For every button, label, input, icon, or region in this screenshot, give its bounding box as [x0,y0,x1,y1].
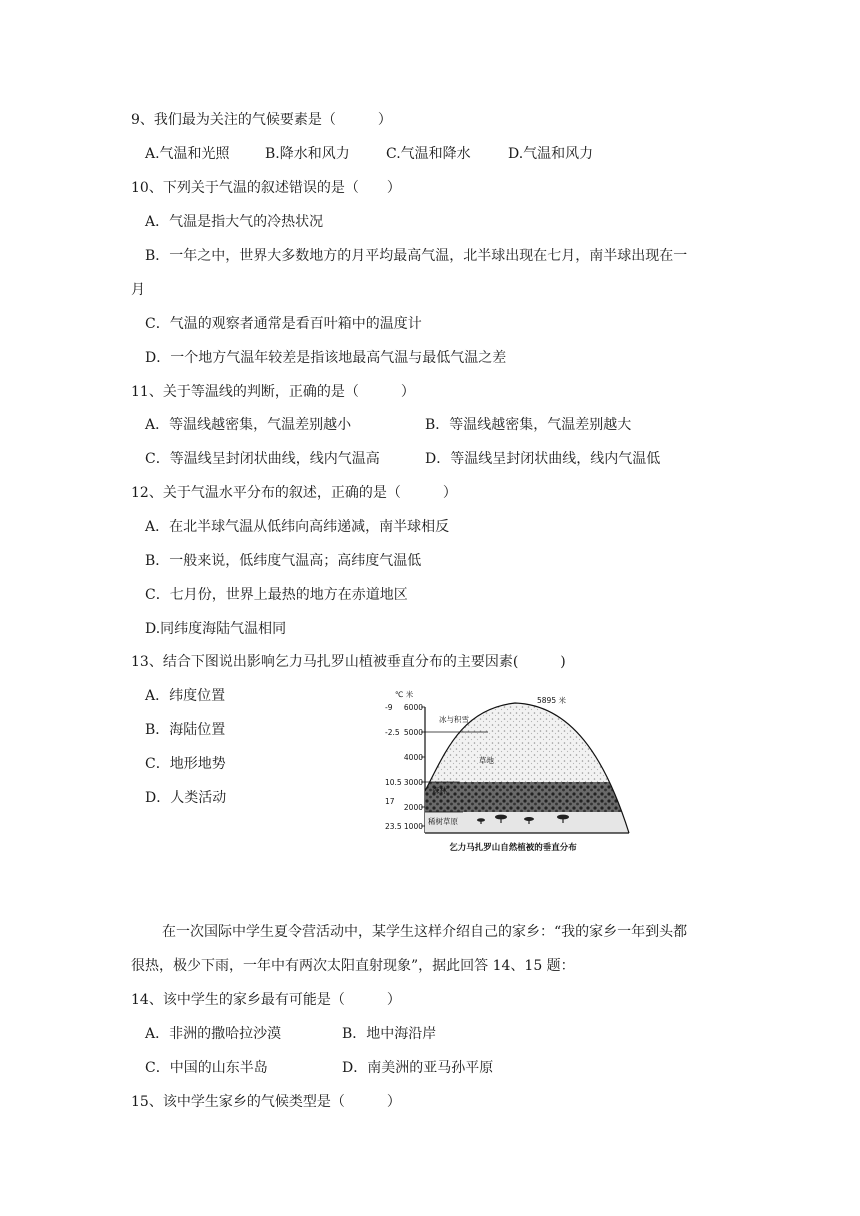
question-11-option-a: A．等温线越密集，气温差别越小 [145,417,352,433]
question-15-stem: 15、该中学生家乡的气候类型是（ ） [131,1094,401,1110]
kilimanjaro-vegetation-figure [383,687,643,877]
temperature-minus-2-5: -2.5 [385,728,400,737]
temperature-minus-9: -9 [385,703,393,712]
zone-label-grassland: 草地 [479,756,494,765]
altitude-3000: 3000 [403,778,423,787]
question-12-option-d: D.同纬度海陆气温相同 [145,621,287,637]
altitude-5000: 5000 [403,728,423,737]
altitude-6000: 6000 [403,703,423,712]
question-9-option-a: A.气温和光照 [145,146,230,162]
question-10-option-c: C．气温的观察者通常是看百叶箱中的温度计 [145,316,422,332]
question-9-option-b: B.降水和风力 [265,146,350,162]
question-10-option-b-wrap: 月 [131,282,145,298]
passage-line-1: 在一次国际中学生夏令营活动中，某学生这样介绍自己的家乡：“我的家乡一年到头都 [162,924,688,940]
question-11-stem: 11、关于等温线的判断，正确的是（ ） [131,384,415,400]
passage-line-2: 很热，极少下雨，一年中有两次太阳直射现象”，据此回答 14、15 题： [131,958,575,974]
altitude-1000: 1000 [403,822,423,831]
question-12-option-c: C．七月份，世界上最热的地方在赤道地区 [145,587,408,603]
temperature-23-5: 23.5 [385,822,402,831]
peak-label: 5895 米 [537,696,566,705]
altitude-4000: 4000 [403,753,423,762]
figure-caption: 乞力马扎罗山自然植被的垂直分布 [449,843,577,853]
question-14-option-a: A．非洲的撒哈拉沙漠 [145,1026,282,1042]
question-14-option-b: B．地中海沿岸 [342,1026,437,1042]
question-10-stem: 10、下列关于气温的叙述错误的是（ ） [131,180,401,196]
temperature-10-5: 10.5 [385,778,402,787]
question-12-option-b: B．一般来说，低纬度气温高；高纬度气温低 [145,553,422,569]
zone-label-ice-snow: 冰与积雪 [439,715,469,724]
question-11-option-d: D．等温线呈封闭状曲线，线内气温低 [425,451,661,467]
question-14-option-d: D．南美洲的亚马孙平原 [342,1060,494,1076]
question-11-option-b: B．等温线越密集，气温差别越大 [425,417,632,433]
question-12-option-a: A．在北半球气温从低纬向高纬递减，南半球相反 [145,519,450,535]
question-10-option-a: A．气温是指大气的冷热状况 [145,214,324,230]
question-10-option-d: D．一个地方气温年较差是指该地最高气温与最低气温之差 [145,350,507,366]
question-9-option-c: C.气温和降水 [386,146,471,162]
question-9-stem: 9、我们最为关注的气候要素是（ ） [131,112,392,128]
question-9-option-d: D.气温和风力 [508,146,594,162]
zone-label-forest: 森林 [432,786,447,795]
question-11-option-c: C．等温线呈封闭状曲线，线内气温高 [145,451,380,467]
question-13-option-c: C．地形地势 [145,756,226,772]
question-10-option-b: B．一年之中，世界大多数地方的月平均最高气温，北半球出现在七月，南半球出现在一 [145,248,688,264]
question-13-option-b: B．海陆位置 [145,722,226,738]
question-13-option-a: A．纬度位置 [145,688,226,704]
question-13-stem: 13、结合下图说出影响乞力马扎罗山植被垂直分布的主要因素( ) [131,654,566,670]
question-12-stem: 12、关于气温水平分布的叙述，正确的是（ ） [131,485,457,501]
question-14-stem: 14、该中学生的家乡最有可能是（ ） [131,992,401,1008]
zone-label-savanna: 稀树草原 [428,817,458,826]
temperature-17: 17 [385,797,395,806]
altitude-2000: 2000 [403,803,423,812]
question-14-option-c: C．中国的山东半岛 [145,1060,268,1076]
figure-units-label: ℃ 米 [395,690,414,699]
question-13-option-d: D．人类活动 [145,790,227,806]
